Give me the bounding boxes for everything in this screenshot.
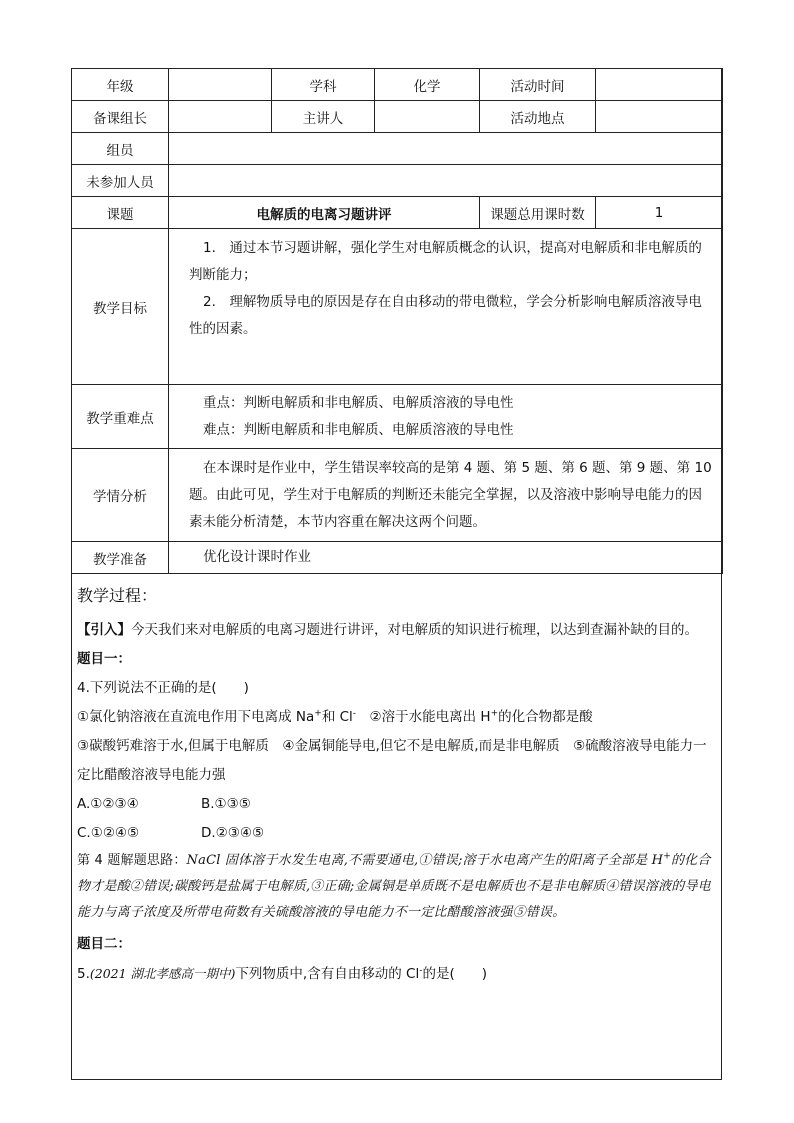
grade-label: 年级	[72, 69, 169, 101]
teaching-process-section	[77, 582, 719, 989]
superscript: +	[663, 851, 671, 862]
option-c: C.①②④⑤	[77, 825, 140, 841]
statement-text: 的化合物都是酸	[498, 709, 593, 725]
statement-text: ①氯化钠溶液在直流电作用下电离成 Na	[77, 709, 315, 725]
superscript: -	[419, 965, 423, 976]
intro-tag: 【引入】	[77, 622, 131, 638]
activity-time-label: 活动时间	[480, 69, 596, 101]
lesson-info-table	[71, 68, 723, 574]
total-hours-label: 课题总用课时数	[480, 197, 596, 229]
question-5-stem	[77, 959, 719, 989]
hint-text: NaCl 固体溶于水发生电离,不需要通电,①错误;溶于水电离产生的阳离子全部是 H	[186, 853, 664, 868]
goal-1: 1. 通过本节习题讲解，强化学生对电解质概念的认识，提高对电解质和非电解质的判断能力；	[189, 240, 702, 283]
absent-label: 未参加人员	[72, 165, 169, 197]
subject-value: 化学	[375, 69, 480, 101]
activity-place-label: 活动地点	[480, 101, 596, 133]
superscript: +	[490, 708, 499, 719]
process-heading: 教学过程：	[77, 586, 158, 605]
question-4-solution-hint	[77, 848, 719, 926]
option-b: B.①③⑤	[201, 796, 251, 812]
grade-value	[169, 69, 272, 101]
absent-value	[169, 165, 723, 197]
student-analysis-label: 学情分析	[72, 449, 169, 542]
statement-text: ②溶于水能电离出 H	[356, 709, 491, 725]
intro-text: 今天我们来对电解质的电离习题进行讲评，对电解质的知识进行梳理，以达到查漏补缺的目的。	[131, 622, 698, 638]
key-point: 重点：判断电解质和非电解质、电解质溶液的导电性	[203, 394, 514, 411]
intro-paragraph	[77, 616, 719, 645]
speaker-value	[375, 101, 480, 133]
key-points-cell	[169, 385, 723, 449]
teaching-prep-text: 优化设计课时作业	[203, 549, 311, 565]
members-label: 组员	[72, 133, 169, 165]
topic-value: 电解质的电离习题讲评	[169, 197, 480, 229]
teaching-prep-label: 教学准备	[72, 542, 169, 574]
question-number: 5.	[77, 966, 90, 982]
option-a: A.①②③④	[77, 796, 139, 812]
activity-time-value	[596, 69, 723, 101]
speaker-label: 主讲人	[272, 101, 375, 133]
teaching-goals-cell	[169, 229, 723, 385]
superscript: +	[314, 708, 322, 719]
student-analysis-text: 在本课时是作业中，学生错误率较高的是第 4 题、第 5 题、第 6 题、第 9 题、第 10 题。由此可见，学生对于电解质的判断还未能完全掌握，以及溶液中影响导电能力的因素未能分析清楚，本节内容重在解决这两个问题。	[189, 459, 712, 530]
option-d: D.②③④⑤	[201, 825, 265, 841]
question-4-statements-1	[77, 703, 719, 732]
total-hours-value: 1	[596, 197, 723, 229]
student-analysis-cell	[169, 449, 723, 542]
options-row-2	[77, 819, 719, 848]
goal-2: 2. 理解物质导电的原因是存在自由移动的带电微粒，学会分析影响电解质溶液导电性的因素。	[189, 294, 702, 337]
options-row-1	[77, 790, 719, 819]
activity-place-value	[596, 101, 723, 133]
question-source: (2021 湖北孝感高一期中)	[89, 966, 236, 981]
group-leader-label: 备课组长	[72, 101, 169, 133]
hint-prefix: 第 4 题解题思路：	[77, 853, 187, 868]
key-points-label: 教学重难点	[72, 385, 169, 449]
question-1-title: 题目一：	[77, 651, 131, 667]
question-4-statements-2: ③碳酸钙难溶于水,但属于电解质 ④金属铜能导电,但它不是电解质,而是非电解质 ⑤硫酸溶液导电能力一定比醋酸溶液导电能力强	[77, 738, 707, 783]
teaching-prep-value	[169, 542, 723, 574]
teaching-goals-label: 教学目标	[72, 229, 169, 385]
subject-label: 学科	[272, 69, 375, 101]
difficulty-point: 难点：判断电解质和非电解质、电解质溶液的导电性	[203, 421, 514, 438]
question-4-stem: 4.下列说法不正确的是( )	[77, 680, 249, 696]
topic-label: 课题	[72, 197, 169, 229]
question-text: 的是( )	[422, 966, 487, 982]
hint-text: 的化合物才是酸②错误;碳酸钙是盐属于电解质,③正确;金属铜是单质既不是电解质也不是非电解质④错误溶液的导电能力与离子浓度及所带电荷数有关硫酸溶液的导电能力不一定比醋酸溶液强⑤错误。	[77, 853, 711, 920]
statement-text: 和 Cl	[321, 709, 353, 725]
superscript: -	[352, 708, 357, 719]
question-2-title: 题目二：	[77, 936, 131, 952]
group-leader-value	[169, 101, 272, 133]
members-value	[169, 133, 723, 165]
question-text: 下列物质中,含有自由移动的 Cl	[235, 966, 420, 982]
